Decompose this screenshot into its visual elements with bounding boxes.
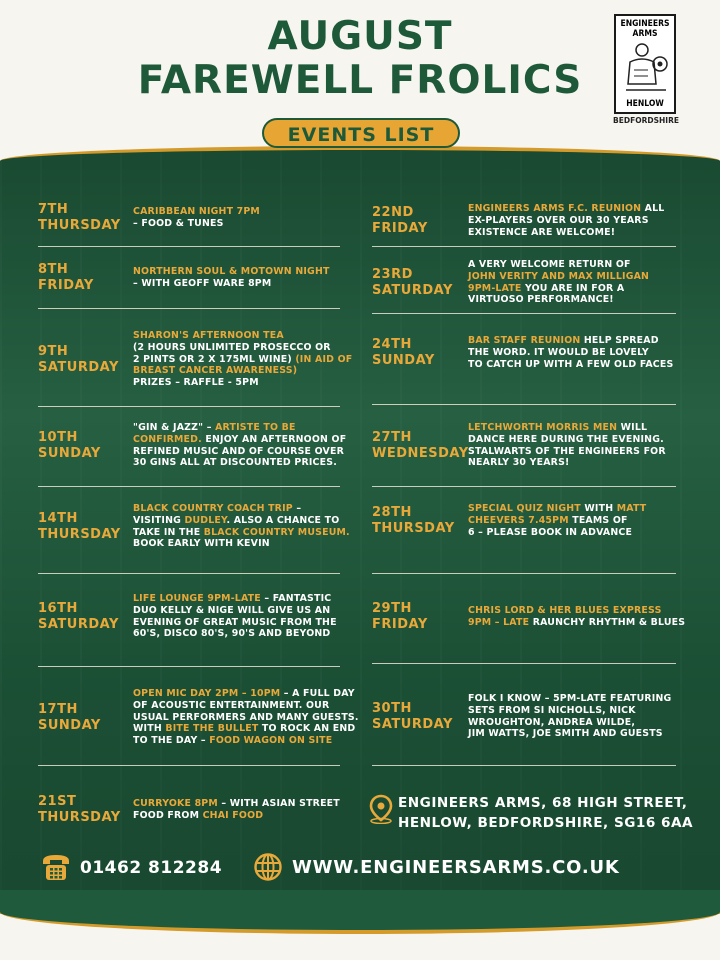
engineers-arms-logo bbox=[614, 14, 676, 114]
highlight-text: SHARON'S AFTERNOON TEA bbox=[133, 330, 284, 341]
address-line-1: ENGINEERS ARMS, 68 HIGH STREET, bbox=[398, 795, 688, 811]
body-text: 6 – PLEASE BOOK IN ADVANCE bbox=[468, 526, 633, 538]
highlight-text: CONFIRMED. bbox=[133, 433, 202, 445]
left-event-7-date bbox=[38, 794, 121, 826]
events-list-label: EVENTS LIST bbox=[262, 118, 460, 148]
divider bbox=[372, 573, 676, 574]
event-weekday: THURSDAY bbox=[372, 520, 455, 536]
logo-bottom-text: HENLOW bbox=[626, 99, 664, 109]
divider bbox=[38, 486, 340, 487]
divider bbox=[372, 404, 676, 405]
highlight-text: SPECIAL QUIZ NIGHT bbox=[468, 503, 581, 514]
event-weekday: SATURDAY bbox=[372, 716, 453, 732]
left-event-1-description bbox=[133, 266, 330, 290]
event-day: 21ST bbox=[38, 793, 77, 809]
title-line-1: AUGUST bbox=[267, 14, 453, 59]
left-event-3-date bbox=[38, 430, 101, 462]
globe-icon bbox=[253, 852, 283, 882]
body-text: VISITING bbox=[133, 514, 185, 526]
divider bbox=[38, 308, 340, 309]
body-text: FOLK I KNOW – 5PM-LATE FEATURING bbox=[468, 693, 672, 704]
body-text: JIM WATTS, JOE SMITH AND GUESTS bbox=[468, 728, 663, 740]
event-day: 9TH bbox=[38, 343, 69, 359]
body-text: EX-PLAYERS OVER OUR 30 YEARS bbox=[468, 214, 649, 226]
left-event-6-description bbox=[133, 688, 359, 747]
divider bbox=[38, 573, 340, 574]
highlight-text: DUDLEY bbox=[184, 514, 227, 526]
highlight-text: ARTISTE TO BE bbox=[215, 422, 296, 433]
event-weekday: THURSDAY bbox=[38, 526, 121, 542]
highlight-text: (IN AID OF bbox=[295, 353, 353, 365]
body-text: DUO KELLY & NIGE WILL GIVE US AN bbox=[133, 604, 331, 616]
body-text: "GIN & JAZZ" – bbox=[133, 422, 216, 433]
right-event-4-date bbox=[372, 505, 455, 537]
highlight-text: ENGINEERS ARMS F.C. REUNION bbox=[468, 203, 642, 214]
highlight-text: CURRYOKE 8PM bbox=[133, 798, 218, 809]
highlight-text: CHRIS LORD & HER BLUES EXPRESS bbox=[468, 605, 662, 616]
highlight-text: FOOD WAGON ON SITE bbox=[209, 735, 333, 747]
body-text: TAKE IN THE bbox=[133, 526, 204, 538]
body-text: TO CATCH UP WITH A FEW OLD FACES bbox=[468, 358, 674, 370]
event-day: 14TH bbox=[38, 510, 78, 526]
body-text: (2 HOURS UNLIMITED PROSECCO OR bbox=[133, 341, 331, 353]
right-event-1-date bbox=[372, 267, 453, 299]
body-text: ENJOY AN AFTERNOON OF bbox=[201, 433, 347, 445]
event-day: 30TH bbox=[372, 700, 412, 716]
left-event-4-date bbox=[38, 511, 121, 543]
divider bbox=[38, 246, 340, 247]
divider bbox=[372, 246, 676, 247]
left-event-5-date bbox=[38, 601, 119, 633]
event-day: 7TH bbox=[38, 201, 69, 217]
website-link[interactable]: WWW.ENGINEERSARMS.CO.UK bbox=[292, 857, 620, 878]
body-text: PRIZES – RAFFLE - 5PM bbox=[133, 377, 259, 389]
event-day: 17TH bbox=[38, 701, 78, 717]
left-event-0-description bbox=[133, 206, 260, 230]
body-text: A VERY WELCOME RETURN OF bbox=[468, 259, 631, 270]
body-text: OF ACOUSTIC ENTERTAINMENT. OUR bbox=[133, 699, 330, 711]
highlight-text: BITE THE BULLET bbox=[165, 723, 259, 735]
body-text: WITH bbox=[133, 723, 166, 735]
left-event-4-description bbox=[133, 503, 350, 550]
body-text: 30 GINS ALL AT DISCOUNTED PRICES. bbox=[133, 457, 337, 469]
event-day: 16TH bbox=[38, 600, 78, 616]
highlight-text: CHAI FOOD bbox=[202, 809, 264, 821]
body-text: SETS FROM SI NICHOLLS, NICK bbox=[468, 704, 636, 716]
body-text: RAUNCHY RHYTHM & BLUES bbox=[529, 616, 686, 628]
left-event-1-date bbox=[38, 262, 94, 294]
right-event-2-description bbox=[468, 335, 673, 370]
highlight-text: MATT bbox=[616, 503, 647, 514]
body-text: . ALSO A CHANCE TO bbox=[226, 514, 340, 526]
right-event-6-description bbox=[468, 693, 671, 740]
body-text: ALL bbox=[641, 203, 665, 214]
events-panel-bottom bbox=[0, 890, 720, 934]
event-weekday: FRIDAY bbox=[372, 220, 428, 236]
body-text: – bbox=[292, 503, 302, 514]
right-event-5-date bbox=[372, 601, 428, 633]
logo-top-text: ENGINEERS ARMS bbox=[620, 19, 670, 39]
right-event-3-date bbox=[372, 430, 469, 462]
body-text: BOOK EARLY WITH KEVIN bbox=[133, 538, 270, 550]
logo-subtitle: BEDFORDSHIRE bbox=[613, 116, 679, 125]
right-event-6-date bbox=[372, 701, 453, 733]
divider bbox=[372, 663, 676, 664]
address-line-2: HENLOW, BEDFORDSHIRE, SG16 6AA bbox=[398, 815, 694, 831]
body-text: DANCE HERE DURING THE EVENING. bbox=[468, 433, 664, 445]
phone-number[interactable]: 01462 812284 bbox=[80, 858, 223, 878]
right-event-0-date bbox=[372, 205, 428, 237]
highlight-text: 9PM – LATE bbox=[468, 616, 530, 628]
body-text: 2 PINTS OR 2 X 175ML WINE) bbox=[133, 353, 296, 365]
event-weekday: SUNDAY bbox=[38, 445, 101, 461]
body-text: TO THE DAY – bbox=[133, 735, 210, 747]
event-weekday: FRIDAY bbox=[372, 616, 428, 632]
divider bbox=[38, 666, 340, 667]
event-day: 22ND bbox=[372, 204, 414, 220]
body-text: VIRTUOSO PERFORMANCE! bbox=[468, 294, 614, 306]
divider bbox=[38, 765, 340, 766]
divider bbox=[38, 406, 340, 407]
body-text: – FOOD & TUNES bbox=[133, 217, 224, 229]
location-pin-icon bbox=[368, 794, 394, 824]
event-day: 24TH bbox=[372, 336, 412, 352]
title-line-2: FAREWELL FROLICS bbox=[137, 58, 583, 103]
right-event-3-description bbox=[468, 422, 666, 469]
footer-address bbox=[398, 793, 693, 833]
body-text: STALWARTS OF THE ENGINEERS FOR bbox=[468, 445, 666, 457]
highlight-text: JOHN VERITY AND MAX MILLIGAN bbox=[468, 270, 650, 282]
event-weekday: SATURDAY bbox=[372, 282, 453, 298]
body-text: THE WORD. IT WOULD BE LOVELY bbox=[468, 346, 649, 358]
left-event-0-date bbox=[38, 202, 121, 234]
body-text: 60'S, DISCO 80'S, 90'S AND BEYOND bbox=[133, 628, 331, 640]
left-event-6-date bbox=[38, 702, 101, 734]
telephone-icon bbox=[40, 852, 72, 882]
event-day: 10TH bbox=[38, 429, 78, 445]
body-text: REFINED MUSIC AND OF COURSE OVER bbox=[133, 445, 345, 457]
highlight-text: CARIBBEAN NIGHT 7PM bbox=[133, 206, 260, 217]
divider bbox=[372, 486, 676, 487]
event-weekday: SATURDAY bbox=[38, 359, 119, 375]
right-event-1-description bbox=[468, 259, 649, 306]
right-event-5-description bbox=[468, 605, 685, 629]
highlight-text: LIFE LOUNGE 9PM-LATE bbox=[133, 593, 261, 604]
event-weekday: SUNDAY bbox=[372, 352, 435, 368]
left-event-7-description bbox=[133, 798, 340, 822]
left-event-2-date bbox=[38, 344, 119, 376]
right-event-4-description bbox=[468, 503, 646, 538]
body-text: – WITH GEOFF WARE 8PM bbox=[133, 277, 272, 289]
body-text: USUAL PERFORMERS AND MANY GUESTS. bbox=[133, 711, 359, 723]
body-text: YOU ARE IN FOR A bbox=[521, 282, 625, 294]
highlight-text: CHEEVERS 7.45PM bbox=[468, 514, 569, 526]
engineer-figure-icon bbox=[622, 40, 670, 96]
body-text: – FANTASTIC bbox=[260, 593, 332, 604]
body-text: FOOD FROM bbox=[133, 809, 203, 821]
body-text: HELP SPREAD bbox=[580, 335, 659, 346]
event-weekday: SUNDAY bbox=[38, 717, 101, 733]
highlight-text: BLACK COUNTRY COACH TRIP bbox=[133, 503, 293, 514]
body-text: – WITH ASIAN STREET bbox=[217, 798, 340, 809]
event-day: 29TH bbox=[372, 600, 412, 616]
body-text: WITH bbox=[580, 503, 617, 514]
body-text: EVENING OF GREAT MUSIC FROM THE bbox=[133, 616, 337, 628]
event-weekday: THURSDAY bbox=[38, 217, 121, 233]
highlight-text: 9PM-LATE bbox=[468, 282, 522, 294]
body-text: – A FULL DAY bbox=[280, 688, 355, 699]
left-event-3-description bbox=[133, 422, 346, 469]
left-event-2-description bbox=[133, 330, 352, 389]
body-text: TEAMS OF bbox=[568, 514, 628, 526]
divider bbox=[372, 765, 676, 766]
body-text: WILL bbox=[617, 422, 648, 433]
highlight-text: BLACK COUNTRY MUSEUM. bbox=[203, 526, 350, 538]
event-weekday: THURSDAY bbox=[38, 809, 121, 825]
event-day: 23RD bbox=[372, 266, 413, 282]
highlight-text: BREAST CANCER AWARENESS) bbox=[133, 365, 298, 377]
body-text: EXISTENCE ARE WELCOME! bbox=[468, 226, 616, 238]
event-day: 8TH bbox=[38, 261, 69, 277]
event-day: 28TH bbox=[372, 504, 412, 520]
divider bbox=[372, 313, 676, 314]
left-event-5-description bbox=[133, 593, 337, 640]
highlight-text: LETCHWORTH MORRIS MEN bbox=[468, 422, 618, 433]
event-weekday: SATURDAY bbox=[38, 616, 119, 632]
highlight-text: NORTHERN SOUL & MOTOWN NIGHT bbox=[133, 266, 330, 277]
right-event-0-description bbox=[468, 203, 665, 238]
event-day: 27TH bbox=[372, 429, 412, 445]
highlight-text: OPEN MIC DAY 2PM – 10PM bbox=[133, 688, 281, 699]
body-text: WROUGHTON, ANDREA WILDE, bbox=[468, 716, 636, 728]
body-text: TO ROCK AN END bbox=[258, 723, 356, 735]
right-event-2-date bbox=[372, 337, 435, 369]
highlight-text: BAR STAFF REUNION bbox=[468, 335, 581, 346]
event-weekday: WEDNESDAY bbox=[372, 445, 469, 461]
body-text: NEARLY 30 YEARS! bbox=[468, 457, 570, 469]
event-weekday: FRIDAY bbox=[38, 277, 94, 293]
